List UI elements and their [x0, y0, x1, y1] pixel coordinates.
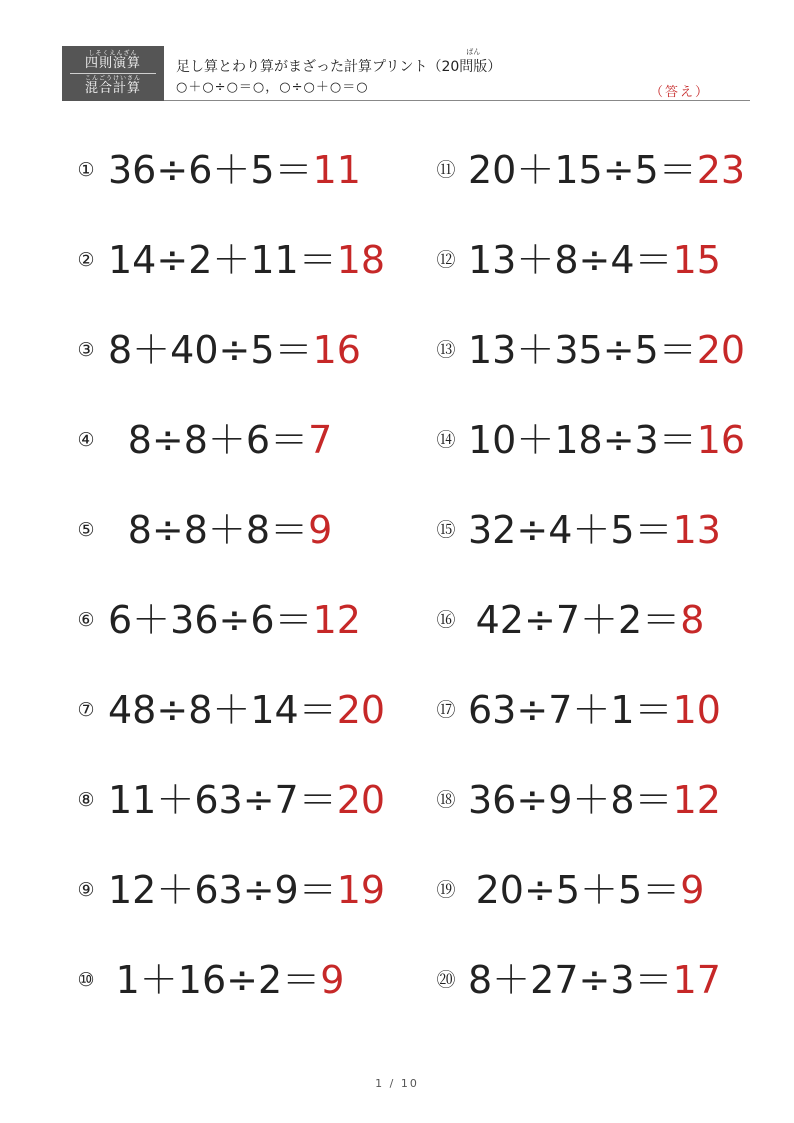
problem-number: ④	[77, 429, 95, 451]
problem-equation	[468, 865, 712, 915]
problem-expression: 20÷5＋5＝	[475, 868, 681, 912]
problem-equation	[468, 505, 721, 555]
problem-row	[0, 215, 794, 305]
problem-answer: 10	[672, 688, 721, 732]
problem-equation	[108, 685, 386, 735]
answers-label: （答え）	[649, 85, 710, 100]
problem-expression: 36÷9＋8＝	[468, 778, 673, 822]
category-badge	[62, 46, 164, 101]
problem-number: ③	[77, 339, 95, 361]
problem-number: ⑨	[77, 879, 95, 901]
problem-equation	[468, 145, 746, 195]
problem-row	[0, 755, 794, 845]
problem-row	[0, 395, 794, 485]
problem-number: ⑲	[436, 879, 456, 901]
problem-answer: 20	[696, 328, 746, 372]
problem-number: ⑮	[436, 519, 456, 541]
problem-expression: 11＋63÷7＝	[108, 778, 337, 822]
badge-top-label: 四則演算	[84, 56, 141, 71]
badge-divider	[70, 73, 156, 74]
problem-row	[0, 665, 794, 755]
problem-equation	[468, 685, 721, 735]
problem-expression: 8÷8＋6＝	[127, 418, 309, 462]
problem-equation	[108, 145, 361, 195]
problem-answer: 11	[312, 148, 361, 192]
badge-bottom-ruby: こんごうけいさん	[84, 75, 141, 82]
problem-answer: 7	[308, 418, 333, 462]
problem-number: ⑧	[77, 789, 95, 811]
problem-expression: 63÷7＋1＝	[468, 688, 673, 732]
problem-expression: 20＋15÷5＝	[468, 148, 697, 192]
problem-number: ②	[77, 249, 95, 271]
problem-answer: 13	[672, 508, 721, 552]
problem-number: ⑦	[77, 699, 95, 721]
problem-equation	[468, 325, 746, 375]
problem-expression: 8＋40÷5＝	[108, 328, 313, 372]
problem-expression: 8÷8＋8＝	[127, 508, 309, 552]
problem-answer: 18	[336, 238, 386, 282]
problem-expression: 13＋8÷4＝	[468, 238, 673, 282]
worksheet-header	[62, 46, 750, 102]
problem-number: ⑱	[436, 789, 456, 811]
problem-number: ⑤	[77, 519, 95, 541]
problem-answer: 17	[672, 958, 721, 1002]
problem-answer: 9	[680, 868, 705, 912]
header-rule	[164, 100, 750, 101]
problem-equation	[108, 595, 361, 645]
problem-row	[0, 575, 794, 665]
problem-answer: 12	[312, 598, 361, 642]
problem-equation	[468, 415, 746, 465]
problem-expression: 42÷7＋2＝	[475, 598, 681, 642]
problem-number: ⑰	[436, 699, 456, 721]
problem-expression: 32÷4＋5＝	[468, 508, 673, 552]
problem-number: ⑳	[436, 969, 456, 991]
title-ruby-text: ばん	[466, 48, 481, 56]
problem-expression: 14÷2＋11＝	[108, 238, 337, 282]
problem-number: ⑫	[436, 249, 456, 271]
problem-equation	[468, 235, 721, 285]
problem-answer: 8	[680, 598, 705, 642]
problem-row	[0, 305, 794, 395]
problem-answer: 9	[308, 508, 333, 552]
badge-bottom-label: 混合計算	[84, 81, 141, 96]
title-ruby-word	[459, 48, 488, 76]
title-ruby-base: 問版	[459, 59, 488, 75]
problem-equation	[108, 865, 386, 915]
problem-number: ⑭	[436, 429, 456, 451]
problem-equation	[108, 415, 352, 465]
worksheet-title	[176, 48, 502, 76]
problem-expression: 8＋27÷3＝	[468, 958, 673, 1002]
problem-expression: 12＋63÷9＝	[108, 868, 337, 912]
problem-expression: 13＋35÷5＝	[468, 328, 697, 372]
page-indicator: 1 / 10	[375, 1077, 419, 1090]
title-prefix: 足し算とわり算がまざった計算プリント（20	[176, 59, 460, 75]
problem-equation	[108, 505, 352, 555]
problem-equation	[108, 325, 361, 375]
problem-answer: 9	[320, 958, 345, 1002]
problem-expression: 1＋16÷2＝	[115, 958, 321, 1002]
problem-number: ⑥	[77, 609, 95, 631]
problem-number: ⑬	[436, 339, 456, 361]
problem-answer: 19	[336, 868, 386, 912]
problem-equation	[468, 775, 721, 825]
problem-number: ⑩	[77, 969, 95, 991]
problem-equation	[108, 235, 386, 285]
problem-equation	[468, 595, 712, 645]
problem-equation	[108, 775, 386, 825]
problem-expression: 36÷6＋5＝	[108, 148, 313, 192]
formula-pattern: ○＋○÷○＝○，○÷○＋○＝○	[176, 80, 369, 95]
problem-row	[0, 935, 794, 1025]
problem-equation	[468, 955, 721, 1005]
problem-answer: 15	[672, 238, 721, 282]
problem-row	[0, 845, 794, 935]
problem-answer: 16	[312, 328, 361, 372]
problem-answer: 16	[696, 418, 746, 462]
problem-answer: 20	[336, 688, 386, 732]
problem-number: ⑪	[436, 159, 456, 181]
problem-answer: 23	[696, 148, 746, 192]
problem-equation	[108, 955, 352, 1005]
problem-row	[0, 125, 794, 215]
problem-expression: 10＋18÷3＝	[468, 418, 697, 462]
problem-number: ⑯	[436, 609, 456, 631]
problem-answer: 12	[672, 778, 721, 822]
problem-number: ①	[77, 159, 95, 181]
problem-expression: 6＋36÷6＝	[108, 598, 313, 642]
problem-row	[0, 485, 794, 575]
badge-top-ruby: しそくえんざん	[88, 50, 138, 57]
problem-answer: 20	[336, 778, 386, 822]
title-suffix: ）	[487, 59, 502, 75]
problem-expression: 48÷8＋14＝	[108, 688, 337, 732]
